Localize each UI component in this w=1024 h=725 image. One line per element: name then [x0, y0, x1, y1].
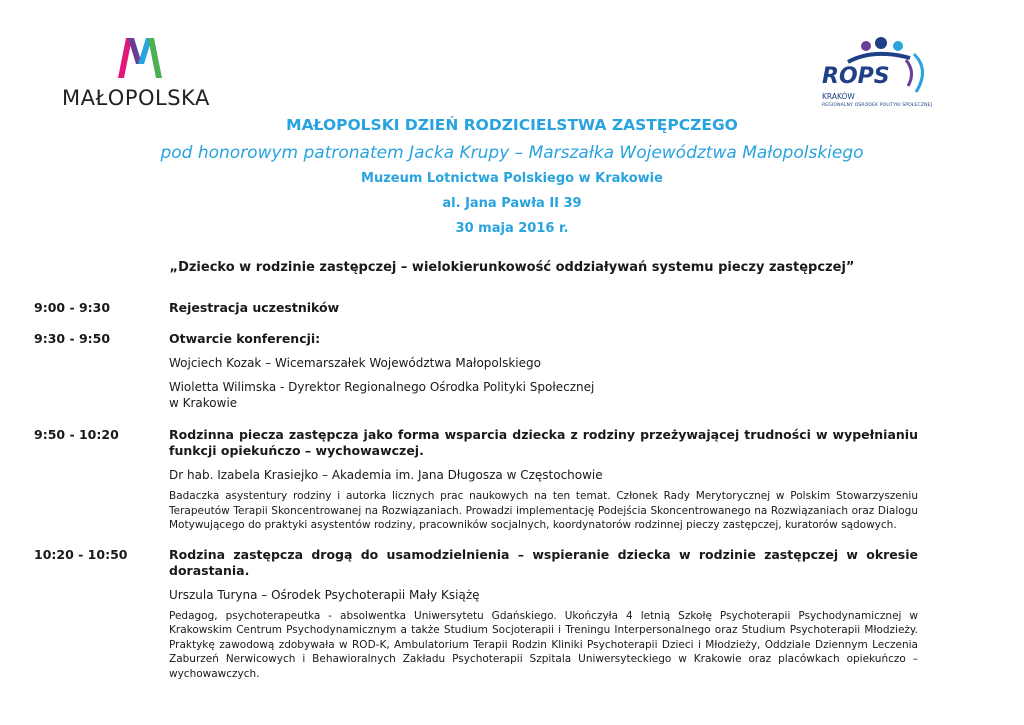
agenda-time: 9:00 - 9:30	[34, 300, 111, 315]
event-patronage: pod honorowym patronatem Jacka Krupy – Marszałka Województwa Małopolskiego	[160, 143, 864, 163]
agenda-speaker: Urszula Turyna – Ośrodek Psychoterapii Mały Książę	[169, 587, 480, 602]
rops-wordmark: ROPS	[822, 64, 890, 89]
agenda-item	[34, 547, 918, 682]
agenda-topic: Rejestracja uczestników	[169, 300, 340, 315]
agenda-speaker: Dr hab. Izabela Krasiejko – Akademia im. Jana Długosza w Częstochowie	[169, 468, 603, 482]
agenda-item	[34, 300, 918, 316]
rops-city: KRAKÓW	[822, 92, 855, 101]
agenda-speaker-bio: Pedagog, psychoterapeutka - absolwentka Uniwersytetu Gdańskiego. Ukończyła 4 letnią Szkołę Psychoterapii Psychodynamicznej w Krakowskim Centrum Psychodynamicznym a także Studium Socjoterapii i Treningu Interpersonalnego oraz Studium Psychoterapii Młodzieży. Praktykę zawodową zdobywała w ROD-K, Ambulatorium Terapii Rodzin Kliniki Psychoterapii Dzieci i Młodzieży, Oddziale Dziennym Leczenia Zaburzeń Nerwicowych i Behawioralnych Zakładu Psychoterapii Szpitala Uniwersyteckiego w Krakowie oraz placówkach opiekuńczo – wychowawczych.	[169, 609, 918, 680]
event-address: al. Jana Pawła II 39	[442, 196, 582, 211]
event-motto: „Dziecko w rodzinie zastępczej – wielokierunkowość oddziaływań systemu pieczy zastępczej”	[169, 260, 855, 275]
agenda-topic: Rodzina zastępcza drogą do usamodzielnienia – wspieranie dziecka w rodzinie zastępczej w okresie dorastania.	[169, 546, 918, 578]
agenda-item	[34, 427, 918, 533]
agenda-speaker-line: Wioletta Wilimska - Dyrektor Regionalnego Ośrodka Polityki Społecznej	[169, 380, 595, 394]
malopolska-wordmark: MAŁOPOLSKA	[62, 86, 210, 110]
agenda-speaker: Wojciech Kozak – Wicemarszałek Województwa Małopolskiego	[169, 356, 541, 370]
event-title: MAŁOPOLSKI DZIEŃ RODZICIELSTWA ZASTĘPCZEGO	[286, 116, 738, 134]
rops-logo	[818, 36, 938, 114]
event-date: 30 maja 2016 r.	[455, 221, 569, 236]
agenda-speaker	[169, 379, 918, 411]
agenda-time: 10:20 - 10:50	[34, 546, 128, 562]
agenda-speaker-bio: Badaczka asystentury rodziny i autorka licznych prac naukowych na ten temat. Członek Rady Merytorycznej w Polskim Stowarzyszeniu Terapeutów Terapii Skoncentrowanej na Rozwiązaniach. Prowadzi implementację Podejścia Skoncentrowanego na Rozwiązaniach oraz Dialogu Motywującego do praktyki asystentów rodziny, pracowników socjalnych, koordynatorów rodzinnej pieczy zastępczej, kuratorów sądowych.	[169, 490, 918, 531]
agenda-topic: Rodzinna piecza zastępcza jako forma wsparcia dziecka z rodziny przeżywającej trudności w wypełnianiu funkcji opiekuńczo – wychowawczej.	[169, 427, 918, 458]
agenda-speaker-line: w Krakowie	[169, 396, 238, 410]
agenda	[34, 298, 918, 681]
agenda-topic: Otwarcie konferencji:	[169, 331, 321, 346]
rops-subtitle: REGIONALNY OŚRODEK POLITYKI SPOŁECZNEJ	[822, 103, 933, 108]
malopolska-m-icon	[116, 34, 164, 80]
malopolska-logo	[62, 34, 222, 114]
agenda-time: 9:50 - 10:20	[34, 427, 119, 442]
event-venue: Muzeum Lotnictwa Polskiego w Krakowie	[361, 171, 663, 186]
agenda-time: 9:30 - 9:50	[34, 331, 111, 346]
agenda-item	[34, 331, 918, 411]
